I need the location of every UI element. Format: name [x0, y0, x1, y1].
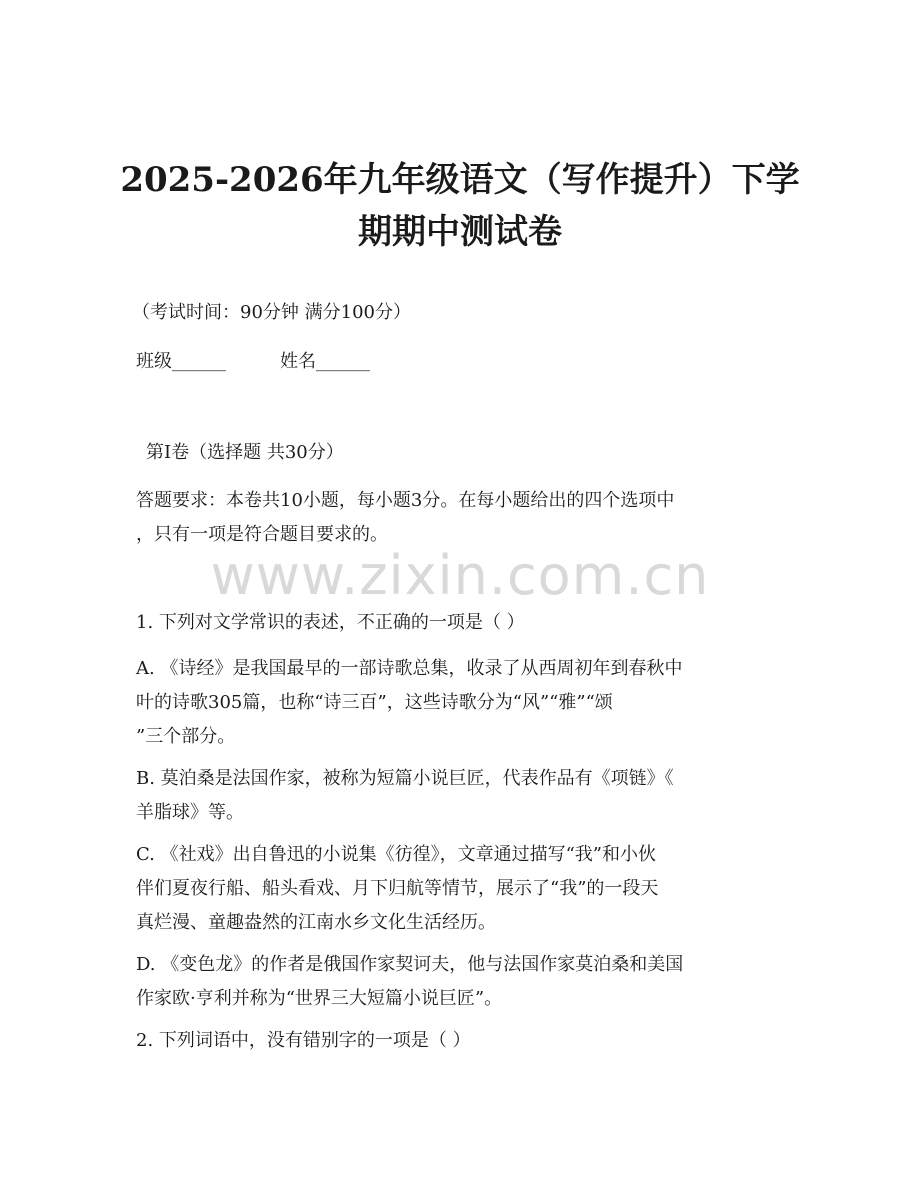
name-field: 姓名______ — [280, 351, 370, 372]
option-line: C. 《社戏》出自鲁迅的小说集《彷徨》，文章通过描写“我”和小伙 — [136, 844, 656, 865]
section-heading: 第I卷（选择题 共30分） — [146, 442, 344, 463]
question-1-option-b — [136, 762, 784, 830]
question-2-stem: 2. 下列词语中，没有错别字的一项是（ ） — [136, 1030, 471, 1051]
section-instructions — [136, 484, 784, 552]
exam-info: （考试时间：90分钟 满分100分） — [132, 302, 411, 323]
option-line: D. 《变色龙》的作者是俄国作家契诃夫，他与法国作家莫泊桑和美国 — [136, 954, 684, 975]
option-line: ”三个部分。 — [136, 726, 236, 747]
option-line: 叶的诗歌305篇，也称“诗三百”，这些诗歌分为“风”“雅”“颂 — [136, 692, 613, 713]
option-line: 真烂漫、童趣盎然的江南水乡文化生活经历。 — [136, 912, 496, 933]
question-1-option-d — [136, 948, 784, 1016]
option-line: A. 《诗经》是我国最早的一部诗歌总集，收录了从西周初年到春秋中 — [136, 658, 683, 679]
instruction-line: ，只有一项是符合题目要求的。 — [136, 524, 388, 545]
watermark: www.zixin.com.cn — [210, 544, 710, 607]
option-line: 羊脂球》等。 — [136, 802, 244, 823]
question-1-option-c — [136, 838, 784, 940]
exam-title-line-1: 2025-2026年九年级语文（写作提升）下学 — [120, 160, 800, 200]
student-info — [136, 345, 786, 379]
exam-title-line-2: 期期中测试卷 — [358, 212, 562, 252]
option-line: 作家欧·亨利并称为“世界三大短篇小说巨匠”。 — [136, 988, 503, 1009]
option-line: 伴们夏夜行船、船头看戏、月下归航等情节，展示了“我”的一段天 — [136, 878, 659, 899]
instruction-line: 答题要求：本卷共10小题，每小题3分。在每小题给出的四个选项中 — [136, 490, 675, 511]
question-1-option-a — [136, 652, 784, 754]
class-field: 班级______ — [136, 351, 226, 372]
option-line: B. 莫泊桑是法国作家，被称为短篇小说巨匠，代表作品有《项链》《 — [136, 768, 674, 789]
question-1-stem: 1. 下列对文学常识的表述，不正确的一项是（ ） — [136, 612, 525, 633]
